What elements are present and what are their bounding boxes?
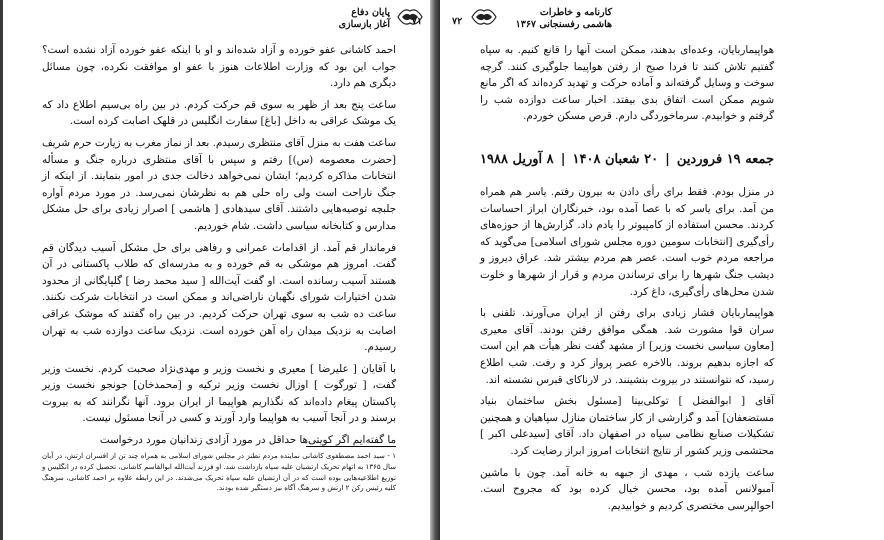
paragraph: در منزل بودم. فقط برای رأی دادن به بیرون رفتم. یاسر هم همراه من آمد. برای یاسر که با عصا آمده بود، خبرنگاران ابراز احساسات کردند. محسن استفاده از کامپیوتر را یادم داد. گزارش‌ها از حوزه‌های رأی‌گیری [انتخابات سومین دوره مجلس شورای اسلامی] می‌گوید که مراجعه مردم خوب است. عصر هم مردم بیشتر شد. عراق دیروز و دیشب جنگ شهرها را برای ترساندن مردم و قرار از شهرها و خلوت شدن محل‌های رأی‌گیری، داغ کرد. — [480, 186, 774, 298]
paragraph: آقای [ ابوالفضل ] توکلی‌بینا [مسئول بخش ساختمان بنیاد مستضعفان] آمد و گزارشی از کار ساختمان منازل سپاهیان و همچنین تشکیلات صنایع نظامی سپاه در اصفهان داد. آقای [سیدعلی اکبر ] محتشمی وزیر کشور از نتایج انتخابات امروز ابراز رضایت کرد. — [480, 395, 774, 457]
paragraph: ساعت پنج بعد از ظهر به سوی قم حرکت کردم. در بین راه بی‌سیم اطلاع داد که یک موشک عراقی به داخل [باغ] سفارت انگلیس در قلهک اصابت کرده است. — [42, 98, 396, 128]
paragraph: ما گفته‌ایم اگر کویتی‌ها حداقل در مورد آزادی زندانیان مورد درخواست — [99, 434, 396, 447]
paragraph: هواپیماربایان فشار زیادی برای رفتن از ایران می‌آورند. تلفنی با سران قوا مشورت شد. همگی موافق رفتن بودند. آقای معیری [معاون سیاسی نخست وزیر] از مشهد گفت نظر هیأت هم این است که اجازه بدهیم بروند. بالاخره عصر پرواز کرد و رفت. شب اطلاع رسید، که نتوانستند در بیروت بنشینند. در لارناکای قبرس نشسته اند. — [480, 307, 774, 386]
paragraph: با آقایان [ علیرضا ] معیری و نخست وزیر و مهدی‌نژاد صحبت کردم. نخست وزیر گفت، [ تورگوت ] اوزال نخست وزیر ترکیه و [محمدخان] جونجو نخست وزیر پاکستان پیغام داده‌اند که نگذاریم هواپیما از ایران برود. آنها نگرانند که به بیروت برسند و در آنجا آسیب به هواپیما وارد آورند و کسی در آنجا مسئول نیست. — [42, 362, 396, 425]
right-page-top-paragraph — [480, 42, 774, 130]
left-page — [0, 0, 430, 540]
paragraph: فرماندار قم آمد. از اقدامات عمرانی و رفاهی برای حل مشکل آسیب دیدگان قم گفت. امروز هم موشکی به قم خورده و به مدرسه‌ای که طلاب پاکستانی در آن هستند آسیب رسانده است. او گفت آیت‌الله [ سید محمد رضا ] گلپایگانی از محدود شدن اختیارات شورای نگهبان ناراضی‌اند و ممکن است در انتخابات شرکت نکنند. ساعت ده شب به سوی تهران حرکت کردیم. در بین راه گفتند که موشک عراقی اصابت به نزدیک میدان راه آهن خورده است. نزدیک ساعت دوازده شب به تهران رسیدم. — [42, 241, 396, 354]
page-number: ۷۱ — [411, 16, 422, 27]
lunar-date: ۲۰ شعبان ۱۴۰۸ — [572, 152, 659, 167]
right-page-header — [502, 7, 612, 31]
date-separator: | — [560, 152, 566, 167]
corner-ornament-icon — [470, 6, 498, 28]
paragraph: ساعت یازده شب ، مهدی از جبهه به خانه آمد. چون با ماشین آمبولانس آمده بود، محسن خیال کرده بود که مجروح است. احوالپرسی مختصری کردیم و خوابیدیم. — [480, 466, 774, 512]
book-title: کارنامه و خاطرات — [539, 7, 612, 18]
footnote: ۱ - سید احمد مصطفوی کاشانی نماینده مردم نطنز در مجلس شورای اسلامی به همراه چند تن از افسران ارتش، در آبان سال ۱۳۶۵ به اتهام تحریک ارتشیان علیه سپاه بازداشت شد. او فرزند آیت‌الله ابوالقاسم کاشانی، تحصیل کرده در انگلیس و توزیع اطلاعیه‌هایی بوده است که در آن ارتشیان علیه سپاه تحریک می‌شدند. در این رابطه علاوه بر احمد کاشانی، سرهنگ کلیه رئیس رکن ۲ ارتش و سرهنگ آگاه نیز دستگیر شده بودند. — [42, 452, 396, 493]
date-separator: | — [665, 152, 670, 167]
book-section-subtitle: آغاز بازسازی — [338, 19, 390, 30]
paragraph: هواپیماربایان، وعده‌ای بدهند، ممکن است آنها را قانع کنیم. به سپاه گفتیم تلاش کنند تا فردا صبح از رفتن هواپیما جلوگیری کنند. گرچه سوخت و وسایل گرفته‌اند و آماده حرکت و تهدید کرده‌اند که اگر مانع شویم ممکن است اتفاق بدی بیفتد. اخبار ساعت دوازده شب را گرفتم و خوابیدم. سرماخوردگی دارم. قرص مسکن خوردم. — [480, 44, 774, 123]
paragraph: ساعت هفت به منزل آقای منتظری رسیدم. بعد از نماز مغرب به زیارت حرم شریف [حضرت معصومه (س)] رفتم و سپس با آقای منتظری درباره جنگ و مسأله انتخابات مذاکره کردیم؛ ایشان نمی‌خواهد دخالت جدی در امور بنمایند. از اینکه از جنگ ناراحت است ولی راه حلی هم به نظرشان نمی‌رسد. در مورد مردم آواره جلبچه توصیه‌هایی داشتند. آقای سیدهادی [ هاشمی ] اصرار زیادی برای حل مشکل مدارس و کتابخانه سیاسی داشت. شام خوردیم. — [42, 136, 396, 232]
date-heading — [480, 152, 774, 167]
right-page-body — [480, 184, 774, 519]
book-subtitle: هاشمی رفسنجانی ۱۳۶۷ — [515, 19, 612, 30]
left-page-body — [42, 42, 396, 454]
left-page-header — [330, 7, 390, 31]
gregorian-date: ۸ آوریل ۱۹۸۸ — [480, 152, 554, 167]
book-section-title: پایان دفاع — [351, 7, 390, 18]
book-spine — [430, 0, 440, 540]
solar-date: جمعه ۱۹ فروردین — [676, 152, 774, 167]
page-number: ۷۲ — [452, 16, 463, 27]
paragraph: احمد کاشانی عفو خورده و آزاد شده‌اند و او با اینکه عفو خورده آزاد نشده است؟ جواب این بود که وزارت اطلاعات هنوز با عفو او موافقت نکرده، چون مسائل دیگری هم دارد. — [42, 44, 396, 90]
footnote-separator — [306, 446, 396, 447]
right-page — [440, 0, 884, 540]
